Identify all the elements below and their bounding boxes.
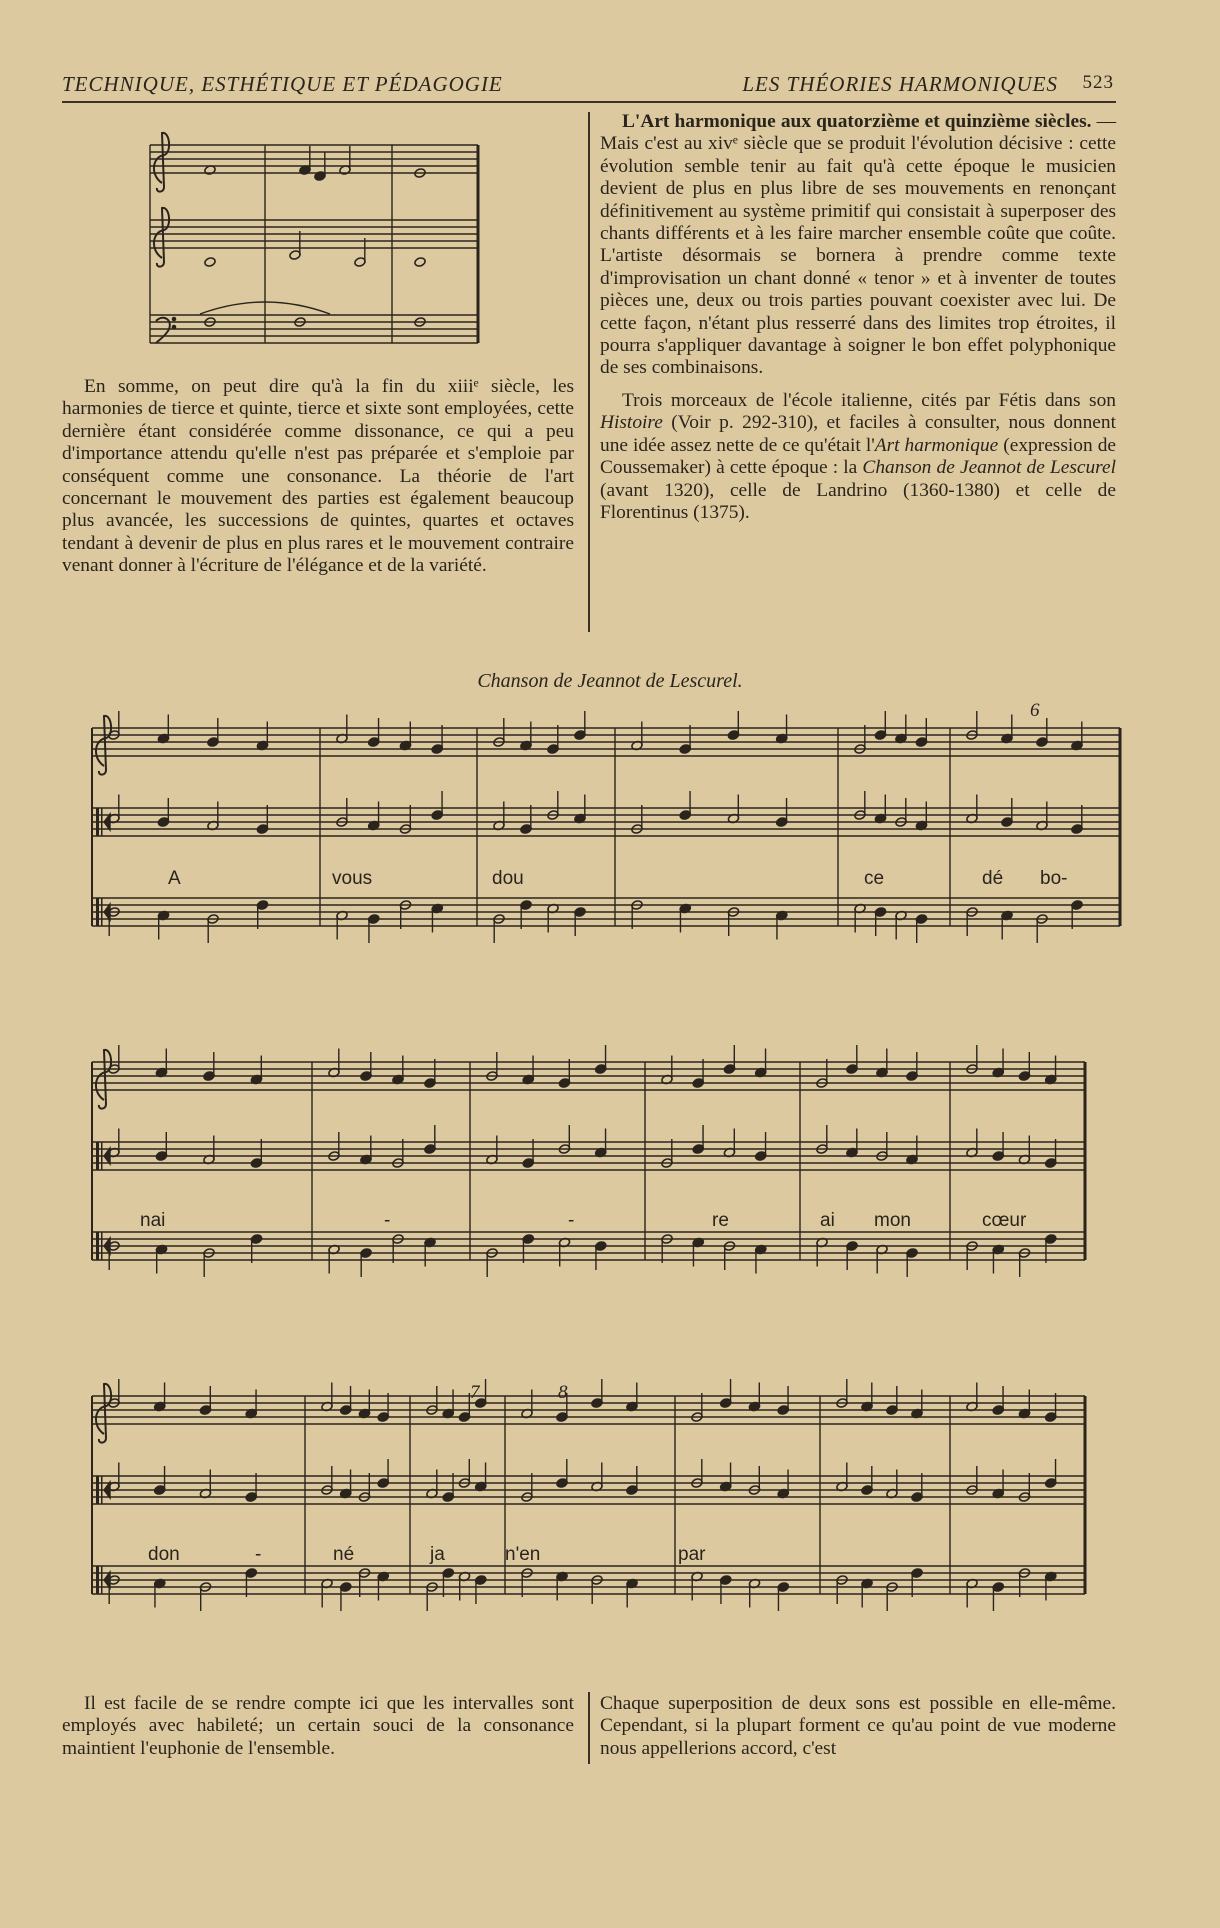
lyric-system1-6: bo- [1040,868,1068,889]
lyric-system3-2: - [255,1544,262,1565]
c-clef [96,1476,99,1504]
c-clef [101,1476,103,1504]
p2-c: (expression de Coussemaker) à cette époque : la [600,434,1117,479]
treble-clef [96,1384,111,1443]
c-clef [101,1566,103,1594]
lyric-system2-1: nai [140,1210,166,1231]
c-clef [96,1142,99,1170]
lyric-system1-2: vous [332,868,373,889]
left-paragraph: En somme, on peut dire qu'à la fin du xiiiᵉ siècle, les harmonies de tierce et quinte, tierce et sixte sont employées, cette dernière étant considérée comme dissonance, ce qui a peu d'importance attendu qu'elle n'est pas préparée et s'emploie par conséquent comme une consonance. La théorie de l'art concernant le mouvement des parties est également beaucoup plus avancée, les successions de quintes, quartes et octaves tendant à devenir de plus en plus rares et le mouvement contraire venant donner à l'écriture de l'élégance et de la variété. [62,376,574,577]
lyric-system3-4: ja [430,1544,445,1565]
bottom-right-paragraph: Chaque superposition de deux sons est possible en elle-même. Cependant, si la plupart forment ce qu'au point de vue moderne nous appellerions accord, c'est [600,1693,1116,1759]
bass-clef [172,325,175,328]
p2-italic-1: Histoire [600,412,663,434]
c-clef [101,808,103,836]
score-caption: Chanson de Jeannot de Lescurel. [477,670,743,692]
header-right-title: LES THÉORIES HARMONIQUES [742,72,1058,96]
c-clef [104,814,110,830]
lyric-system3-1: don [148,1544,180,1565]
lyric-system3-6: par [678,1544,706,1565]
c-clef [96,1232,99,1260]
treble-clef [154,133,169,192]
note [204,257,216,268]
bass-clef [172,317,175,320]
measure-number-3: 8 [558,1382,568,1403]
section-heading: L'Art harmonique aux quatorzième et quinzième siècles. [622,111,1092,132]
p2-a: Trois morceaux de l'école italienne, cités par Fétis dans son [622,389,1116,411]
p2-b: (Voir p. 292-310), et faciles à consulter, nous donnent une idée assez nette de ce qu'était l' [600,412,1116,456]
bottom-left-paragraph: Il est facile de se rendre compte ici que les intervalles sont employés avec habileté; un certain souci de la consonance maintient l'euphonie de l'ensemble. [62,1693,574,1759]
lyric-system1-5: dé [982,868,1004,889]
lyric-system1-3: dou [492,868,524,889]
lyric-system3-5: n'en [505,1544,541,1565]
p2-italic-2: Art harmonique [874,434,999,456]
lyric-system2-6: mon [874,1210,911,1231]
c-clef [96,898,99,926]
treble-clef [96,716,111,775]
c-clef [101,1142,103,1170]
p2-d: (avant 1320), celle de Landrino (1360-1380) et celle de Florentinus (1375). [600,479,1116,523]
c-clef [104,1482,110,1498]
lyric-system2-4: re [712,1210,729,1231]
lyric-system2-2: - [384,1210,391,1231]
c-clef [104,1148,110,1164]
lyric-system2-7: cœur [982,1210,1027,1231]
c-clef [101,1232,103,1260]
lyric-system1-1: A [168,868,181,889]
p2-italic-3: Chanson de Jeannot de Lescurel [862,457,1117,479]
lyric-system2-5: ai [820,1210,835,1231]
page-number: 523 [1082,72,1114,93]
c-clef [96,808,99,836]
lyric-system2-3: - [568,1210,575,1231]
c-clef [101,898,103,926]
lyric-system1-4: ce [864,868,885,889]
note [414,257,426,268]
measure-number-2: 7 [470,1382,480,1403]
treble-clef [154,208,169,267]
right-paragraph-1-text: — Mais c'est au xivᵉ siècle que se produit l'évolution décisive : cette évolution semble tenir au fait qu'à cette époque le musicien devient de plus en plus libre de ses mouvements en renonçant définitivement au système primitif qui consistait à superposer des chants différents et à les faire marcher ensemble coûte que coûte. L'artiste désormais se bornera à prendre comme texte d'improvisation un chant donné « tenor » et à inventer de toutes pièces une, deux ou trois parties pouvant coexister avec lui. De cette façon, n'étant plus resserré dans des limites trop étroites, il pourra s'appliquer davantage à soigner le bon effet polyphonique de ses combinaisons. [600,111,1116,379]
lyric-system3-3: né [333,1544,355,1565]
c-clef [96,1566,99,1594]
treble-clef [96,1050,111,1109]
measure-number-1: 6 [1030,700,1040,721]
header-left-title: TECHNIQUE, ESTHÉTIQUE ET PÉDAGOGIE [62,72,503,96]
